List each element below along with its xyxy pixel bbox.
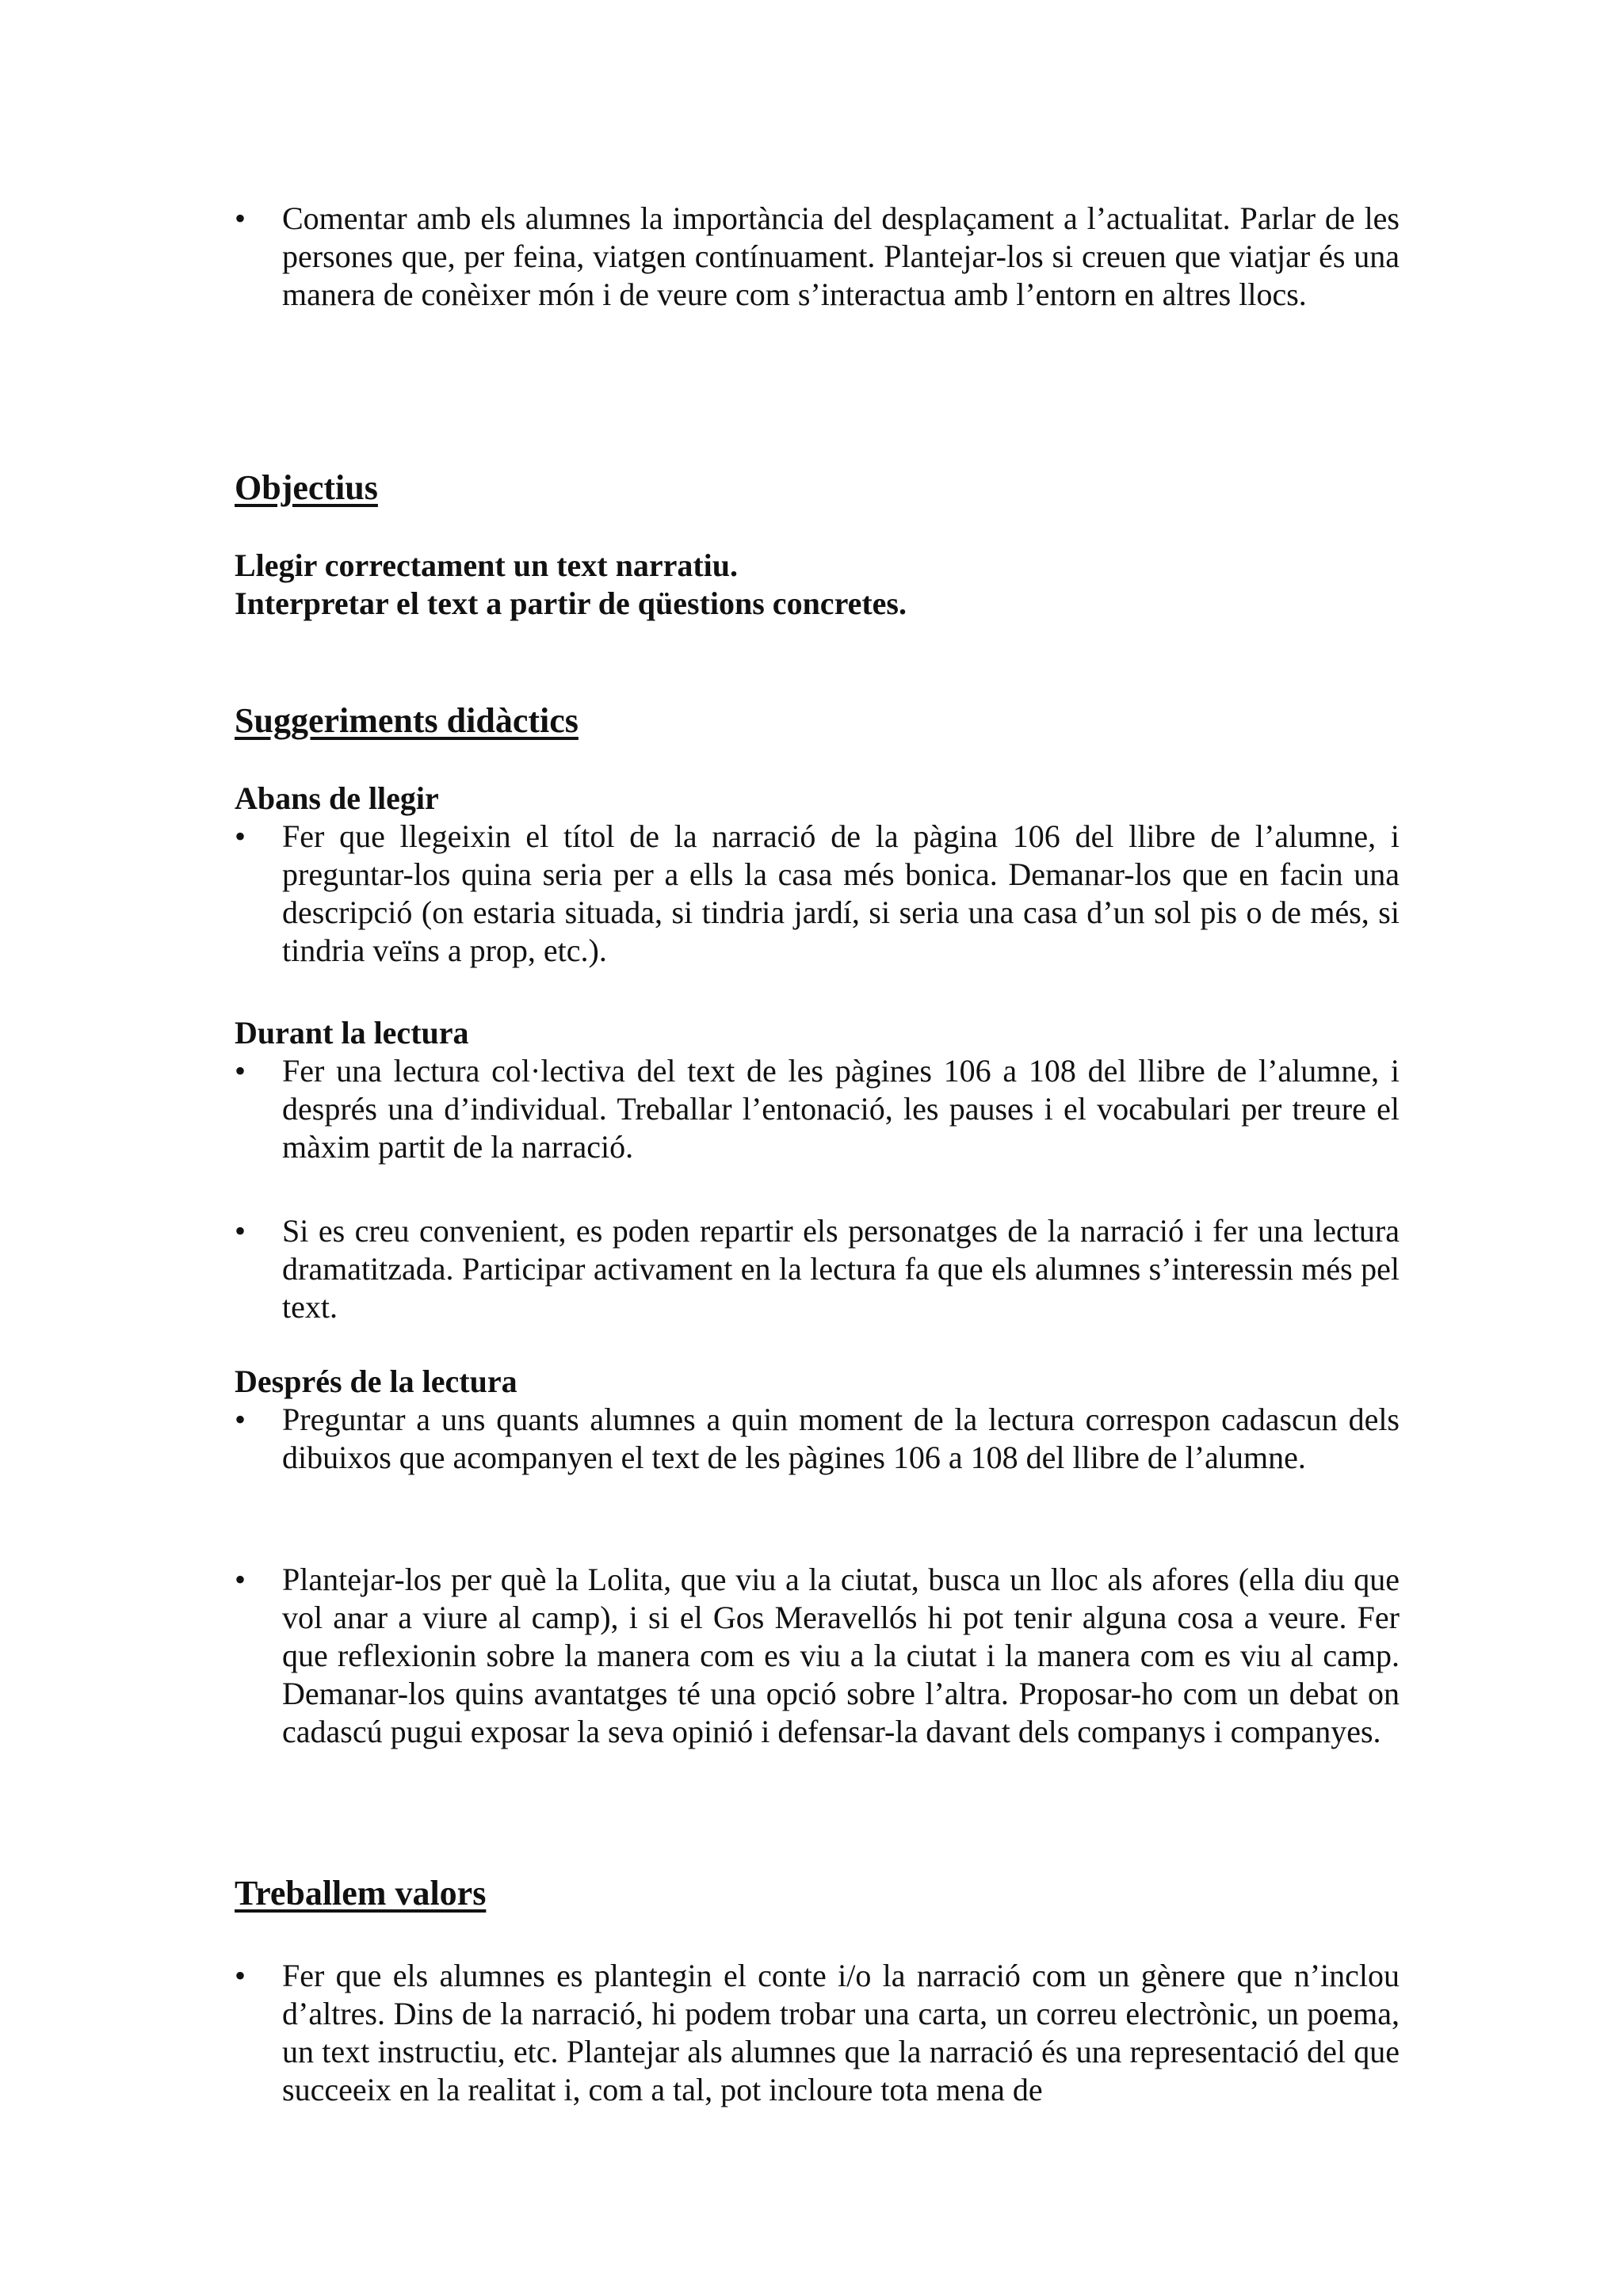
section-title-suggeriments: Suggeriments didàctics (235, 701, 579, 740)
list-item (235, 200, 1400, 314)
list-item (235, 1957, 1400, 2109)
list-item-text: Si es creu convenient, es poden repartir els personatges de la narració i fer una lectura dramatitzada. Participar activament en la lectura fa que els alumnes s’interessin més pel text. (282, 1213, 1400, 1325)
section-title-treballem-valors: Treballem valors (235, 1874, 487, 1913)
intro-paragraph (235, 200, 1400, 314)
bullet-icon: • (235, 818, 246, 854)
subheading-durant-la-lectura: Durant la lectura (235, 1015, 469, 1051)
bullet-icon: • (235, 1562, 246, 1597)
bullet-icon: • (235, 200, 246, 236)
subsection-despres-2 (235, 1561, 1400, 1751)
list-item (235, 1401, 1400, 1477)
list-item-text: Preguntar a uns quants alumnes a quin moment de la lectura correspon cadascun dels dibuixos que acompanyen el text de les pàgines 106 a 108 del llibre de l’alumne. (282, 1402, 1400, 1475)
list-item-text: Fer que els alumnes es plantegin el conte i/o la narració com un gènere que n’inclou d’altres. Dins de la narració, hi podem trobar una carta, un correu electrònic, un poema, un text instructiu, etc. Plantejar als alumnes que la narració és una representació del que succeeix en la realitat i, com a tal, pot incloure tota mena de (282, 1958, 1400, 2107)
treballem-section (235, 1873, 1400, 1914)
subsection-despres (235, 1363, 1400, 1477)
subsection-durant (235, 1014, 1400, 1166)
bullet-icon: • (235, 1213, 246, 1249)
list-item-text: Fer una lectura col·lectiva del text de les pàgines 106 a 108 del llibre de l’alumne, i després una d’individual. Treballar l’entonació, les pauses i el vocabulari per treure el màxim partit de la narració. (282, 1053, 1400, 1165)
suggeriments-section (235, 700, 1400, 742)
objectius-list (235, 547, 1400, 623)
bullet-icon: • (235, 1053, 246, 1089)
treballem-list (235, 1957, 1400, 2109)
list-item-text: Plantejar-los per què la Lolita, que viu a la ciutat, busca un lloc als afores (ella diu que vol anar a viure al camp), i si el Gos Meravellós hi pot tenir alguna cosa a veure. Fer que reflexionin sobre la manera com es viu a la ciutat i la manera com es viu al camp. Demanar-los quins avantatges té una opció sobre l’altra. Proposar-ho com un debat on cadascú pugui exposar la seva opinió i defensar-la davant dels companys i companyes. (282, 1562, 1400, 1749)
list-item (235, 818, 1400, 970)
objectius-section (235, 467, 1400, 509)
list-item-text: Comentar amb els alumnes la importància del desplaçament a l’actualitat. Parlar de les persones que, per feina, viatgen contínuament. Plantejar-los si creuen que viatjar és una manera de conèixer món i de veure com s’interactua amb l’entorn en altres llocs. (282, 200, 1400, 312)
subheading-abans-de-llegir: Abans de llegir (235, 780, 439, 816)
list-item-text: Fer que llegeixin el títol de la narració de la pàgina 106 del llibre de l’alumne, i preguntar-los quina seria per a ells la casa més bonica. Demanar-los que en facin una descripció (on estaria situada, si tindria jardí, si seria una casa d’un sol pis o de més, si tindria veïns a prop, etc.). (282, 818, 1400, 968)
bullet-icon: • (235, 1402, 246, 1437)
objective-line: Interpretar el text a partir de qüestions concretes. (235, 585, 907, 621)
bullet-icon: • (235, 1958, 246, 1993)
subsection-abans (235, 780, 1400, 970)
objective-line: Llegir correctament un text narratiu. (235, 547, 739, 583)
list-item (235, 1052, 1400, 1166)
subsection-durant-2 (235, 1212, 1400, 1326)
list-item (235, 1561, 1400, 1751)
section-title-objectius: Objectius (235, 468, 378, 507)
subheading-despres-de-la-lectura: Després de la lectura (235, 1363, 517, 1399)
list-item (235, 1212, 1400, 1326)
